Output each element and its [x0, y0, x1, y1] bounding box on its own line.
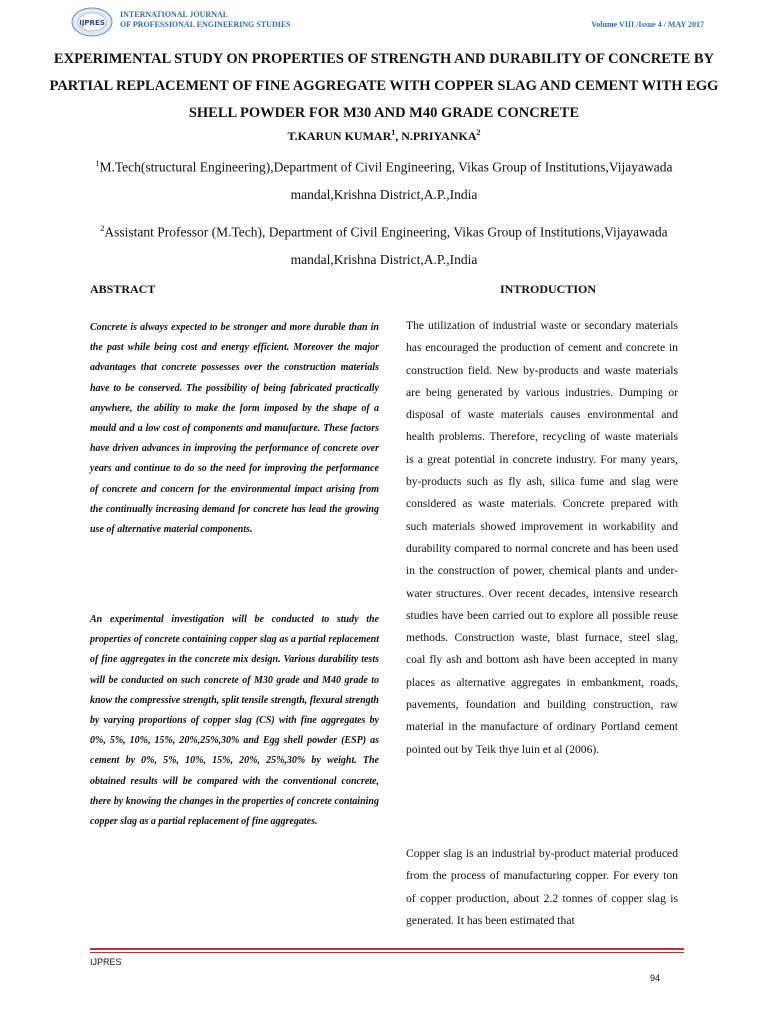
issue-info: Volume VIII /Issue 4 / MAY 2017 — [591, 20, 704, 29]
introduction-heading: INTRODUCTION — [500, 282, 597, 296]
author-line: T.KARUN KUMAR$^1$, N.PRIYANKA$^2$ — [287, 128, 481, 143]
introduction-paragraph-1: The utilization of industrial waste or secondary materials has encouraged the production of cement and concrete in construction field. New by-products and waste materials are being generated by various industries. Dumping or disposal of waste materials causes environmental and health problems. Therefore, recycling of waste materials is a great potential in concrete industry. For many years, by-products such as fly ash, silica fume and slag were considered as waste materials. Concrete prepared with such materials showed improvement in workability and durability compared to normal concrete and has been used in the construction of power, chemical plants and under-water structures. Over recent decades, intensive research studies have been carried out to explore all possible reuse methods. Construction waste, blast furnace, steel slag, coal fly ash and bottom ash have been accepted in many places as alternative aggregates in embankment, roads, pavements, foundation and building construction, raw material in the manufacture of ordinary Portland cement pointed out by Teik thye luin et al (2006). — [406, 319, 678, 756]
logo-text: IJPRES — [79, 19, 105, 27]
journal-name-line1: INTERNATIONAL JOURNAL — [120, 10, 229, 19]
journal-logo — [70, 6, 114, 38]
page-number: 94 — [650, 973, 661, 983]
affiliation-2 — [80, 215, 688, 273]
author-1: T.KARUN KUMAR — [287, 129, 392, 143]
journal-name-line2: OF PROFESSIONAL ENGINEERING STUDIES — [120, 20, 291, 29]
journal-name — [120, 10, 291, 30]
paper-title: EXPERIMENTAL STUDY ON PROPERTIES OF STRENGTH AND DURABILITY OF CONCRETE BY PARTIAL REPLACEMENT OF FINE AGGREGATE WITH COPPER SLAG AND CEMENT WITH EGG SHELL POWDER FOR M30 AND M40 GRADE CONCRETE — [49, 51, 719, 121]
affiliation-1-sup: 1 — [95, 159, 100, 168]
footer-journal-abbr: IJPRES — [90, 957, 122, 967]
footer-rule-thin — [90, 952, 684, 953]
abstract-heading: ABSTRACT — [90, 282, 156, 296]
author-1-sup: 1 — [391, 128, 396, 137]
author-2: N.PRIYANKA — [401, 129, 477, 143]
abstract-paragraph-2: An experimental investigation will be conducted to study the properties of concrete containing copper slag as a partial replacement of fine aggregates in the concrete mix design. Various durability tests will be conducted on such concrete of M30 grade and M40 grade to know the compressive strength, split tensile strength, flexural strength by varying proportions of copper slag (CS) with fine aggregates by 0%, 5%, 10%, 15%, 20%,25%,30% and Egg shell powder (ESP) as cement by 0%, 5%, 10%, 15%, 20%, 25%,30% by weight. The obtained results will be compared with the conventional concrete, there by knowing the changes in the properties of concrete containing copper slag as a partial replacement of fine aggregates. — [90, 614, 379, 828]
affiliation-2-sup: 2 — [100, 224, 105, 233]
affiliation-1 — [80, 150, 688, 208]
affiliation-2-text: Assistant Professor (M.Tech), Department of Civil Engineering, Vikas Group of Institutions,Vijayawada mandal,Krishna District,A.P.,India — [104, 224, 668, 267]
author-2-sup: 2 — [476, 128, 481, 137]
introduction-paragraph-2: Copper slag is an industrial by-product material produced from the process of manufacturing copper. For every ton of copper production, about 2.2 tonnes of copper slag is generated. It has been estimated that — [406, 847, 678, 927]
abstract-paragraph-1: Concrete is always expected to be stronger and more durable than in the past while being cost and energy efficient. Moreover the major advantages that concrete possesses over the construction materials have to be conserved. The possibility of being fabricated practically anywhere, the ability to make the form imposed by the shape of a mould and a low cost of components and manufacture. These factors have driven advances in improving the performance of concrete over years and continue to do so the need for improving the performance of concrete and concern for the environmental impact arising from the continually increasing demand for concrete has lead the growing use of alternative material components. — [90, 322, 379, 536]
footer-rule — [90, 948, 684, 950]
affiliation-1-text: M.Tech(structural Engineering),Department of Civil Engineering, Vikas Group of Institutions,Vijayawada mandal,Krishna District,A.P.,India — [99, 159, 673, 202]
journal-header — [70, 6, 704, 38]
